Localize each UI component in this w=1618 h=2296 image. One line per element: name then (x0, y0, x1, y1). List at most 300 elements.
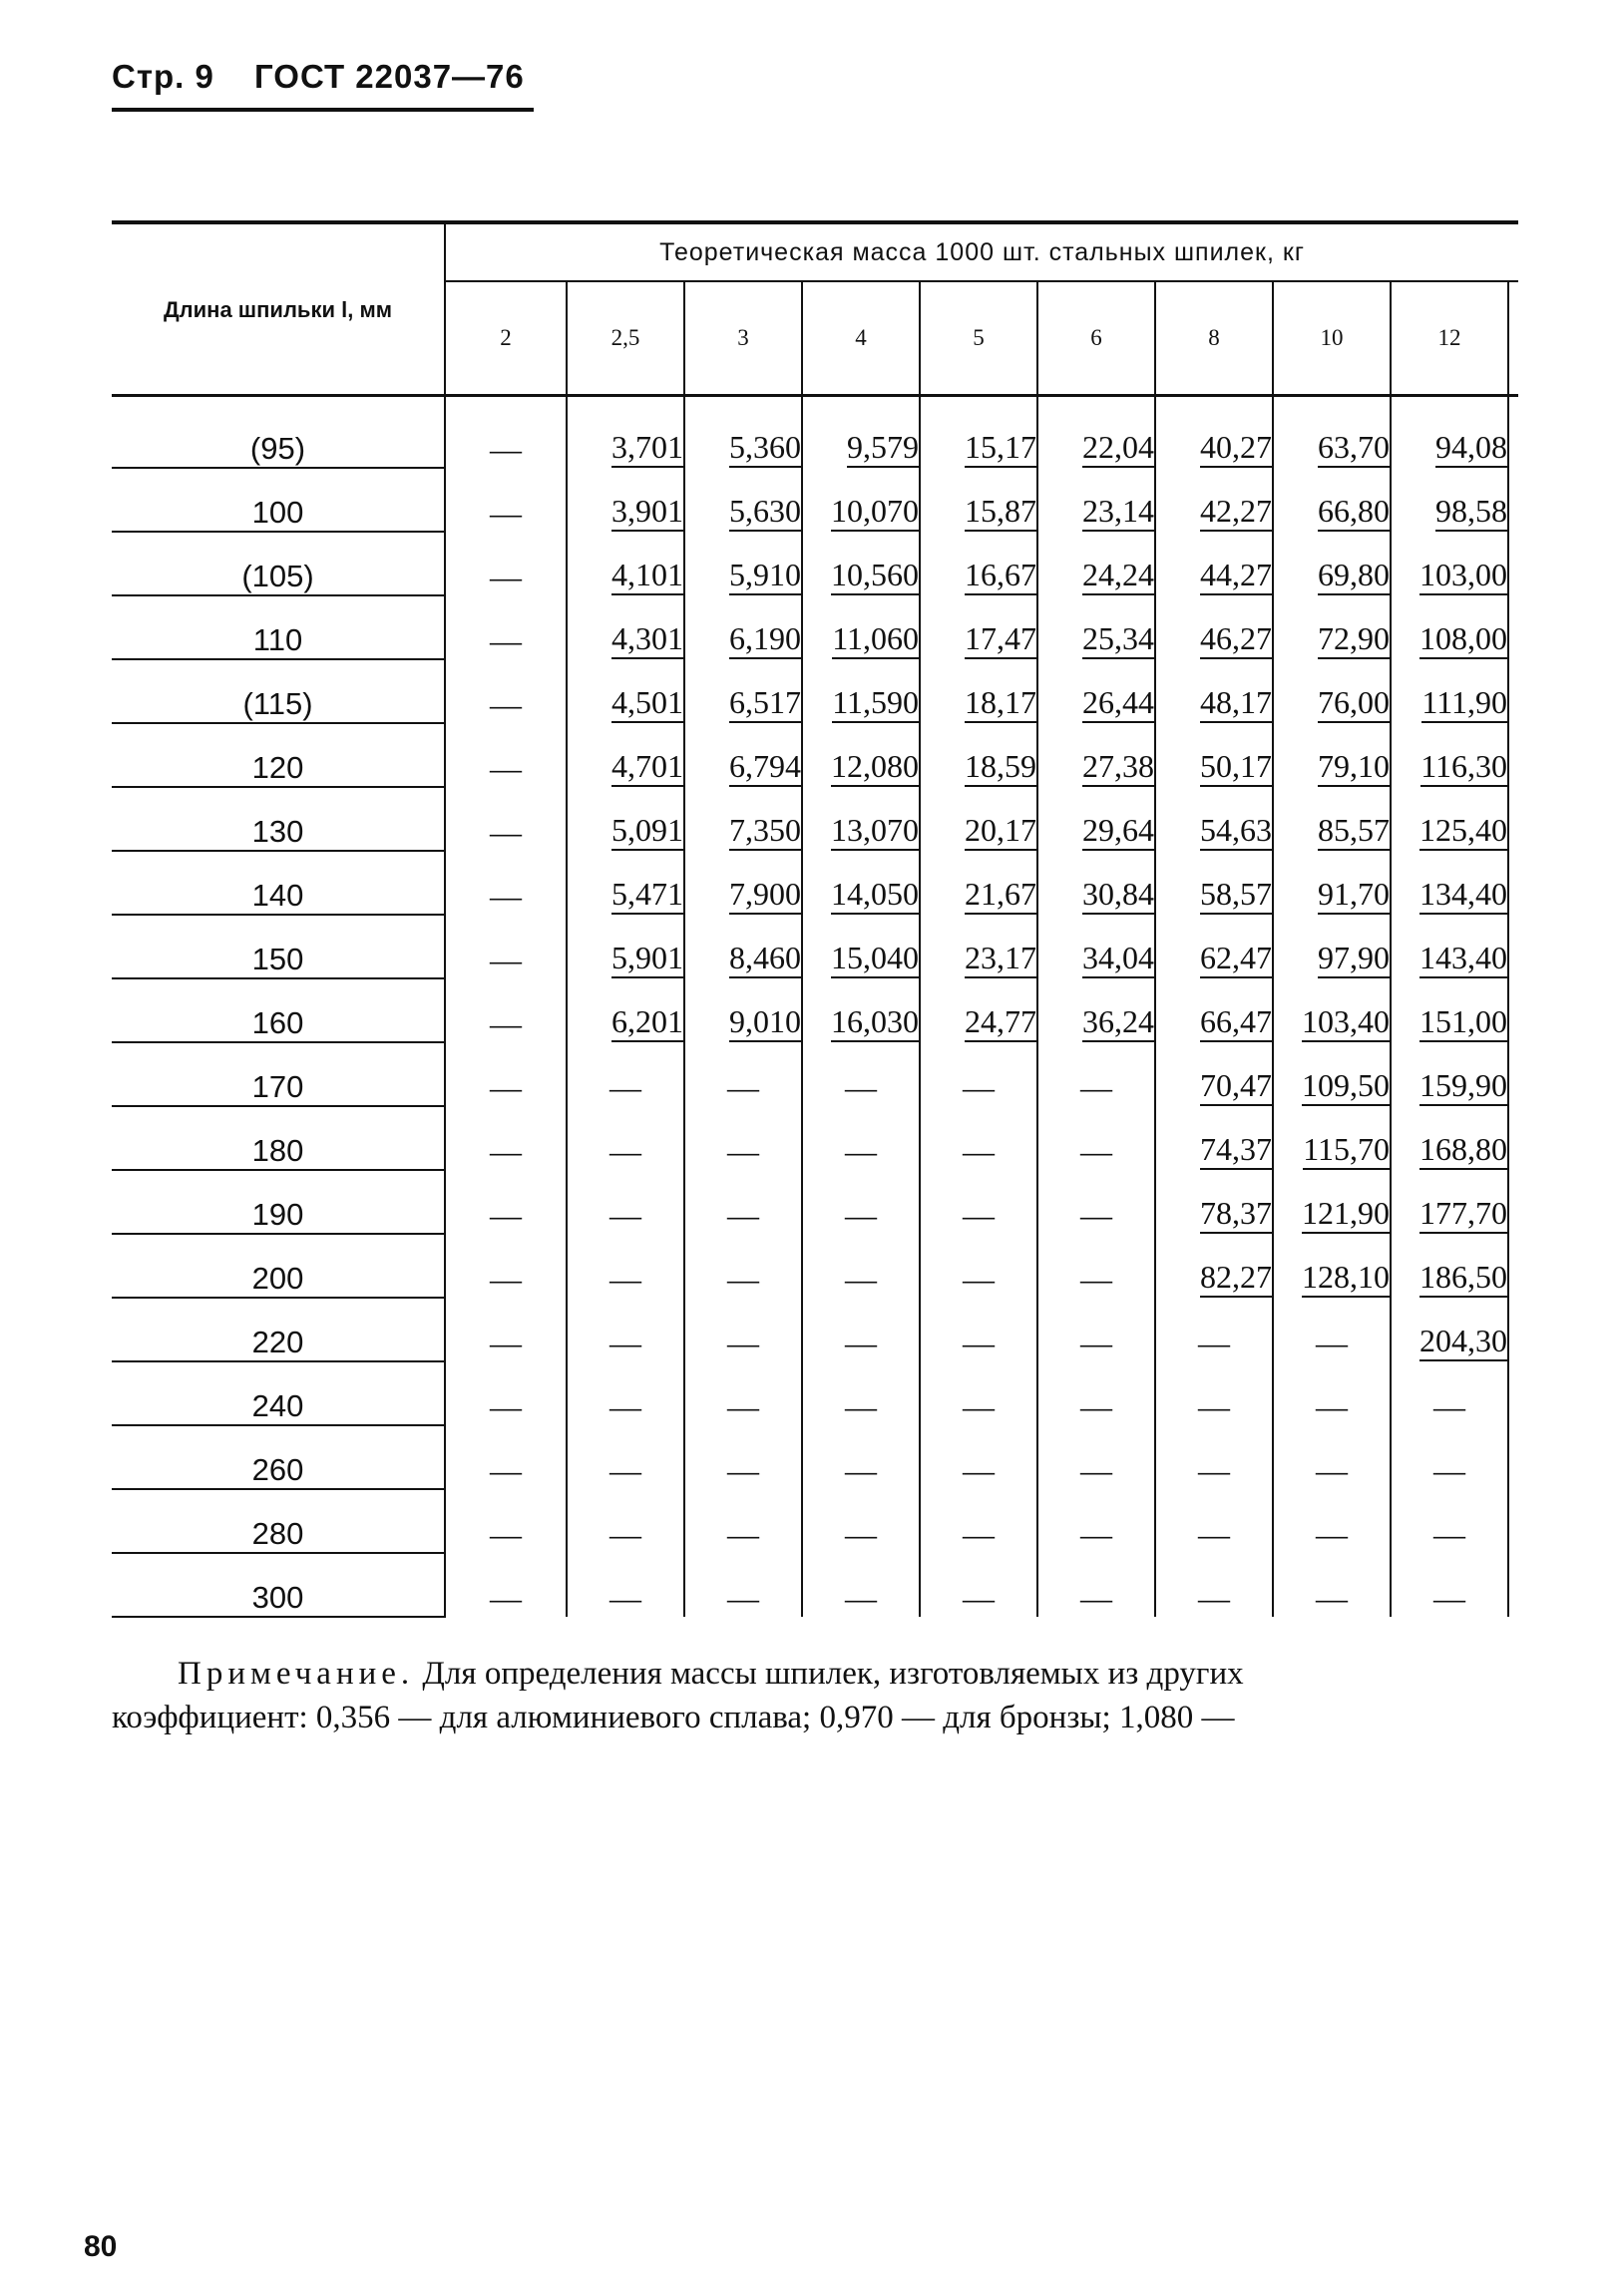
mass-cell (1155, 1042, 1273, 1106)
mass-cell (445, 1170, 567, 1234)
mass-cell (1273, 1361, 1391, 1425)
mass-cell (1037, 1042, 1155, 1106)
mass-cell (1273, 1425, 1391, 1489)
mass-value: — (490, 1388, 522, 1424)
table-body (112, 396, 1518, 1618)
mass-value: — (490, 878, 522, 914)
mass-cell (567, 1042, 684, 1106)
mass-value: 23,17 (965, 939, 1036, 978)
mass-value: 8,460 (729, 939, 801, 978)
length-cell: 240 (112, 1361, 445, 1425)
mass-value: 66,80 (1318, 492, 1390, 532)
table-row (112, 1298, 1518, 1361)
row-spacer (1508, 787, 1518, 851)
mass-value: — (845, 1261, 877, 1297)
mass-value: 18,17 (965, 683, 1036, 723)
row-spacer (1508, 1042, 1518, 1106)
mass-cell (567, 1425, 684, 1489)
mass-cell (445, 851, 567, 915)
mass-value: — (609, 1516, 641, 1552)
mass-value: 66,47 (1200, 1002, 1272, 1042)
mass-value: 14,050 (831, 875, 919, 915)
mass-value: 98,58 (1435, 492, 1507, 532)
mass-value: 42,27 (1200, 492, 1272, 532)
mass-cell (684, 468, 802, 532)
mass-cell (802, 1489, 920, 1553)
length-cell: 190 (112, 1170, 445, 1234)
mass-cell (684, 1106, 802, 1170)
mass-value: — (490, 942, 522, 977)
mass-value: — (727, 1580, 759, 1616)
mass-value: 108,00 (1419, 619, 1507, 659)
diameter-header: 6 (1037, 281, 1155, 396)
mass-cell (920, 1361, 1037, 1425)
mass-cell (1155, 1361, 1273, 1425)
mass-cell (1273, 468, 1391, 532)
mass-value: 151,00 (1419, 1002, 1507, 1042)
mass-cell (567, 1106, 684, 1170)
mass-value: — (963, 1197, 995, 1233)
mass-cell (1273, 532, 1391, 595)
mass-cell (1273, 1234, 1391, 1298)
table-row (112, 1553, 1518, 1617)
diameter-header: 5 (920, 281, 1037, 396)
mass-value: 29,64 (1082, 811, 1154, 851)
mass-value: 40,27 (1200, 428, 1272, 468)
mass-value: — (490, 1069, 522, 1105)
mass-cell (567, 851, 684, 915)
mass-cell (802, 1234, 920, 1298)
mass-cell (1155, 978, 1273, 1042)
mass-cell (802, 915, 920, 978)
note-line-2: коэффициент: 0,356 — для алюминиевого сплава; 0,970 — для бронзы; 1,080 — (112, 1700, 1235, 1735)
mass-cell (920, 595, 1037, 659)
mass-value: — (1080, 1197, 1112, 1233)
table-row (112, 723, 1518, 787)
mass-value: — (609, 1580, 641, 1616)
mass-value: — (845, 1388, 877, 1424)
mass-cell (920, 978, 1037, 1042)
mass-cell (567, 915, 684, 978)
mass-cell (567, 396, 684, 469)
mass-cell (1037, 1170, 1155, 1234)
mass-value: 109,50 (1302, 1066, 1390, 1106)
mass-cell (445, 915, 567, 978)
mass-cell (684, 659, 802, 723)
mass-value: 204,30 (1419, 1322, 1507, 1361)
mass-cell (1037, 1234, 1155, 1298)
mass-cell (1273, 1042, 1391, 1106)
table-row (112, 1042, 1518, 1106)
mass-cell (1155, 468, 1273, 532)
row-spacer (1508, 532, 1518, 595)
mass-cell (1037, 1298, 1155, 1361)
mass-value: — (727, 1197, 759, 1233)
mass-value: — (490, 495, 522, 531)
row-spacer (1508, 468, 1518, 532)
mass-value: 4,501 (611, 683, 683, 723)
row-spacer (1508, 1106, 1518, 1170)
mass-cell (802, 1170, 920, 1234)
mass-value: 58,57 (1200, 875, 1272, 915)
mass-cell (1273, 1553, 1391, 1617)
mass-value: 16,030 (831, 1002, 919, 1042)
mass-cell (1155, 1425, 1273, 1489)
mass-value: — (845, 1452, 877, 1488)
mass-cell (1155, 532, 1273, 595)
mass-cell (920, 396, 1037, 469)
mass-cell (1037, 978, 1155, 1042)
mass-value: 82,27 (1200, 1258, 1272, 1298)
mass-cell (1037, 595, 1155, 659)
table-row (112, 851, 1518, 915)
row-spacer (1508, 659, 1518, 723)
mass-cell (1391, 723, 1508, 787)
length-cell: 160 (112, 978, 445, 1042)
mass-value: — (490, 1580, 522, 1616)
mass-value: 15,040 (831, 939, 919, 978)
row-spacer (1508, 1489, 1518, 1553)
mass-cell (1391, 787, 1508, 851)
mass-value: 34,04 (1082, 939, 1154, 978)
mass-cell (684, 1234, 802, 1298)
mass-value: — (490, 1261, 522, 1297)
mass-cell (445, 1489, 567, 1553)
mass-value: — (727, 1452, 759, 1488)
row-spacer (1508, 915, 1518, 978)
mass-cell (1391, 1553, 1508, 1617)
table-row (112, 1234, 1518, 1298)
mass-value: — (1316, 1388, 1348, 1424)
diameter-header: 2,5 (567, 281, 684, 396)
mass-cell (445, 787, 567, 851)
mass-value: 50,17 (1200, 747, 1272, 787)
mass-cell (920, 723, 1037, 787)
mass-cell (1391, 1234, 1508, 1298)
diameter-header: 2 (445, 281, 567, 396)
page-header (112, 58, 555, 96)
mass-value: — (727, 1516, 759, 1552)
mass-value: — (490, 622, 522, 658)
mass-cell (920, 1042, 1037, 1106)
mass-value: — (490, 1516, 522, 1552)
mass-value: — (727, 1325, 759, 1360)
mass-cell (567, 1298, 684, 1361)
mass-cell (920, 1489, 1037, 1553)
mass-value: — (963, 1133, 995, 1169)
mass-value: 10,560 (831, 556, 919, 595)
mass-cell (567, 723, 684, 787)
mass-cell (802, 723, 920, 787)
mass-cell (1273, 1489, 1391, 1553)
mass-cell (445, 1425, 567, 1489)
table-row (112, 978, 1518, 1042)
mass-cell (1391, 595, 1508, 659)
mass-cell (1273, 723, 1391, 787)
mass-cell (567, 1361, 684, 1425)
row-spacer (1508, 1425, 1518, 1489)
mass-value: — (963, 1069, 995, 1105)
mass-value: 10,070 (831, 492, 919, 532)
mass-cell (567, 595, 684, 659)
mass-value: 15,87 (965, 492, 1036, 532)
mass-cell (445, 595, 567, 659)
mass-value: — (1198, 1388, 1230, 1424)
mass-cell (567, 1234, 684, 1298)
mass-value: — (1198, 1516, 1230, 1552)
mass-cell (802, 659, 920, 723)
mass-value: 5,910 (729, 556, 801, 595)
mass-value: 63,70 (1318, 428, 1390, 468)
mass-value: — (490, 559, 522, 594)
mass-cell (1037, 396, 1155, 469)
mass-cell (1391, 659, 1508, 723)
row-spacer (1508, 978, 1518, 1042)
mass-value: — (1080, 1069, 1112, 1105)
mass-value: 72,90 (1318, 619, 1390, 659)
mass-cell (920, 659, 1037, 723)
mass-cell (684, 1298, 802, 1361)
mass-value: — (609, 1325, 641, 1360)
mass-value: 94,08 (1435, 428, 1507, 468)
mass-value: — (727, 1069, 759, 1105)
diameter-header: 3 (684, 281, 802, 396)
mass-value: — (963, 1580, 995, 1616)
mass-value: — (1198, 1452, 1230, 1488)
mass-value: 91,70 (1318, 875, 1390, 915)
mass-cell (920, 1234, 1037, 1298)
mass-value: 5,091 (611, 811, 683, 851)
mass-cell (1155, 1234, 1273, 1298)
mass-value: 143,40 (1419, 939, 1507, 978)
mass-value: — (1433, 1388, 1465, 1424)
mass-cell (1155, 659, 1273, 723)
mass-cell (1273, 659, 1391, 723)
mass-value: 30,84 (1082, 875, 1154, 915)
diameter-header: 4 (802, 281, 920, 396)
mass-value: 15,17 (965, 428, 1036, 468)
mass-cell (1391, 1170, 1508, 1234)
length-cell: 200 (112, 1234, 445, 1298)
mass-cell (1391, 915, 1508, 978)
mass-value: 134,40 (1419, 875, 1507, 915)
note-line-1 (112, 1652, 1508, 1696)
standard-code: ГОСТ 22037—76 (254, 58, 525, 95)
page-number: 80 (84, 2230, 118, 2263)
mass-cell (802, 851, 920, 915)
mass-cell (802, 532, 920, 595)
length-cell: 280 (112, 1489, 445, 1553)
mass-cell (1155, 1106, 1273, 1170)
table-row (112, 787, 1518, 851)
mass-value: 128,10 (1302, 1258, 1390, 1298)
table-row (112, 1170, 1518, 1234)
mass-cell (920, 1425, 1037, 1489)
mass-cell (445, 1042, 567, 1106)
mass-value: 121,90 (1302, 1194, 1390, 1234)
mass-value: — (963, 1452, 995, 1488)
mass-cell (445, 1106, 567, 1170)
mass-value: 70,47 (1200, 1066, 1272, 1106)
mass-cell (445, 978, 567, 1042)
mass-cell (684, 1425, 802, 1489)
header-rule (112, 108, 534, 112)
mass-value: 5,360 (729, 428, 801, 468)
mass-cell (684, 723, 802, 787)
mass-value: — (1080, 1325, 1112, 1360)
mass-cell (1391, 396, 1508, 469)
length-cell: 260 (112, 1425, 445, 1489)
mass-value: 7,350 (729, 811, 801, 851)
mass-value: 11,060 (832, 619, 919, 659)
mass-value: — (963, 1516, 995, 1552)
mass-cell (1037, 851, 1155, 915)
mass-value: 79,10 (1318, 747, 1390, 787)
mass-cell (1037, 1553, 1155, 1617)
mass-cell (1391, 468, 1508, 532)
mass-cell (1391, 1106, 1508, 1170)
length-column-header: Длина шпильки l, мм (112, 222, 445, 396)
mass-cell (1155, 595, 1273, 659)
mass-value: — (609, 1133, 641, 1169)
mass-cell (1273, 1298, 1391, 1361)
mass-value: 4,701 (611, 747, 683, 787)
diameter-header: 10 (1273, 281, 1391, 396)
mass-value: 23,14 (1082, 492, 1154, 532)
mass-cell (1391, 1425, 1508, 1489)
mass-value: 18,59 (965, 747, 1036, 787)
row-spacer (1508, 1298, 1518, 1361)
mass-cell (1037, 1489, 1155, 1553)
mass-cell (1155, 723, 1273, 787)
mass-cell (1037, 659, 1155, 723)
mass-value: 11,590 (832, 683, 919, 723)
mass-value: — (845, 1580, 877, 1616)
mass-value: 76,00 (1318, 683, 1390, 723)
mass-value: 74,37 (1200, 1130, 1272, 1170)
mass-cell (684, 915, 802, 978)
mass-value: — (845, 1197, 877, 1233)
mass-value: — (490, 1005, 522, 1041)
mass-value: 6,794 (729, 747, 801, 787)
mass-cell (445, 723, 567, 787)
row-spacer (1508, 1234, 1518, 1298)
mass-value: — (1316, 1580, 1348, 1616)
mass-value: 103,40 (1302, 1002, 1390, 1042)
mass-cell (1273, 1170, 1391, 1234)
mass-value: 177,70 (1419, 1194, 1507, 1234)
mass-cell (1391, 1489, 1508, 1553)
mass-cell (1273, 1106, 1391, 1170)
mass-value: — (1433, 1580, 1465, 1616)
row-spacer (1508, 1170, 1518, 1234)
mass-value: — (490, 1452, 522, 1488)
mass-value: 7,900 (729, 875, 801, 915)
mass-value: 159,90 (1419, 1066, 1507, 1106)
mass-value: 9,010 (729, 1002, 801, 1042)
mass-cell (802, 1042, 920, 1106)
mass-cell (1155, 1298, 1273, 1361)
mass-cell (920, 1170, 1037, 1234)
mass-cell (684, 396, 802, 469)
mass-cell (802, 595, 920, 659)
row-spacer (1508, 595, 1518, 659)
mass-table (112, 220, 1518, 1618)
table-row (112, 1489, 1518, 1553)
mass-cell (445, 1298, 567, 1361)
mass-value: — (490, 1133, 522, 1169)
mass-cell (1391, 978, 1508, 1042)
mass-cell (920, 851, 1037, 915)
mass-value: 69,80 (1318, 556, 1390, 595)
mass-value: 36,24 (1082, 1002, 1154, 1042)
mass-value: 26,44 (1082, 683, 1154, 723)
row-spacer (1508, 1553, 1518, 1617)
mass-value: 22,04 (1082, 428, 1154, 468)
mass-cell (1155, 1553, 1273, 1617)
diameter-header: 12 (1391, 281, 1508, 396)
mass-value: — (963, 1388, 995, 1424)
length-cell: (95) (112, 396, 445, 469)
mass-cell (802, 1361, 920, 1425)
mass-value: — (609, 1069, 641, 1105)
mass-cell (920, 787, 1037, 851)
mass-cell (684, 851, 802, 915)
mass-value: 4,101 (611, 556, 683, 595)
mass-value: — (609, 1452, 641, 1488)
mass-value: 111,90 (1421, 683, 1507, 723)
mass-value: 116,30 (1420, 747, 1507, 787)
length-cell: 150 (112, 915, 445, 978)
row-spacer (1508, 1361, 1518, 1425)
mass-cell (684, 978, 802, 1042)
mass-cell (684, 595, 802, 659)
mass-cell (920, 468, 1037, 532)
mass-cell (802, 1298, 920, 1361)
length-cell: 130 (112, 787, 445, 851)
mass-cell (684, 1170, 802, 1234)
mass-value: 168,80 (1419, 1130, 1507, 1170)
mass-cell (567, 787, 684, 851)
mass-cell (1037, 915, 1155, 978)
mass-value: 24,77 (965, 1002, 1036, 1042)
mass-value: 6,517 (729, 683, 801, 723)
page-label: Стр. 9 (112, 58, 214, 95)
mass-value: — (609, 1388, 641, 1424)
mass-cell (1037, 1106, 1155, 1170)
mass-cell (920, 1553, 1037, 1617)
mass-value: — (1080, 1133, 1112, 1169)
mass-cell (445, 1361, 567, 1425)
mass-value: 85,57 (1318, 811, 1390, 851)
table-row (112, 1361, 1518, 1425)
mass-cell (920, 532, 1037, 595)
mass-cell (1273, 915, 1391, 978)
mass-value: 13,070 (831, 811, 919, 851)
mass-cell (567, 532, 684, 595)
mass-cell (445, 659, 567, 723)
mass-cell (1391, 1361, 1508, 1425)
mass-cell (445, 1553, 567, 1617)
row-spacer (1508, 851, 1518, 915)
mass-cell (1037, 723, 1155, 787)
mass-cell (1037, 787, 1155, 851)
mass-value: 6,190 (729, 619, 801, 659)
mass-cell (1273, 978, 1391, 1042)
mass-value: 17,47 (965, 619, 1036, 659)
mass-cell (802, 1425, 920, 1489)
note-label: Примечание. (178, 1656, 415, 1692)
